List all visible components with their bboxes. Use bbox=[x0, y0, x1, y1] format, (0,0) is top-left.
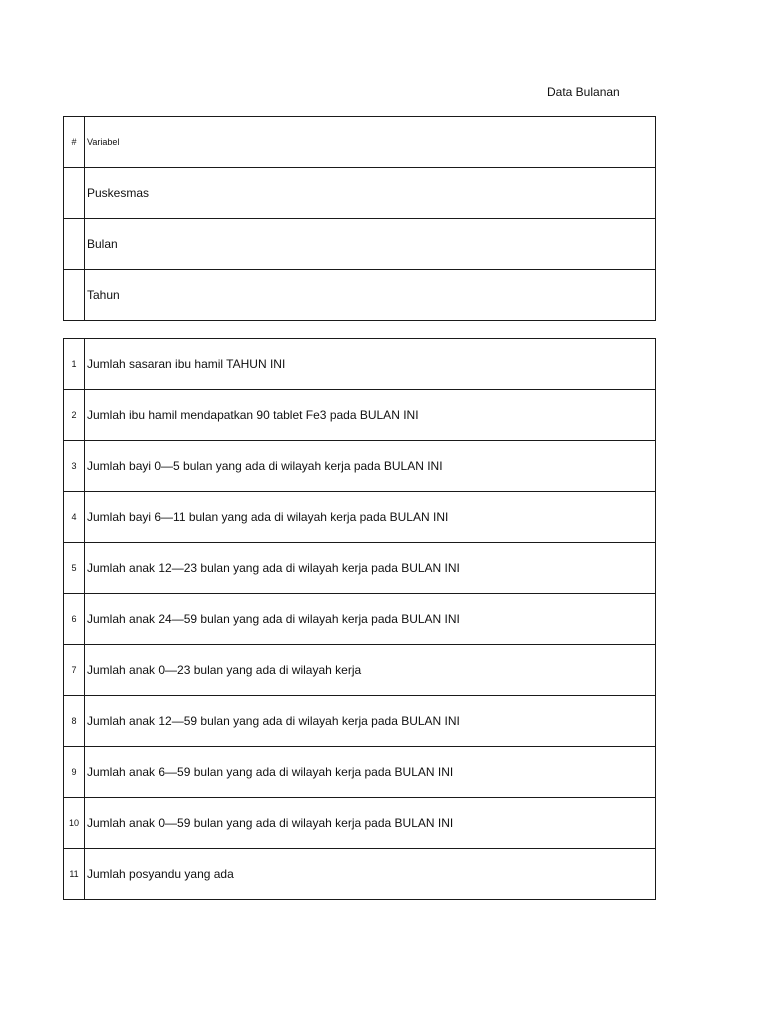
variable-label: Jumlah anak 24—59 bulan yang ada di wilayah kerja pada BULAN INI bbox=[85, 594, 656, 645]
table-row bbox=[64, 390, 656, 441]
variable-label: Jumlah anak 0—59 bulan yang ada di wilayah kerja pada BULAN INI bbox=[85, 798, 656, 849]
row-number: 6 bbox=[64, 594, 85, 645]
table-row bbox=[64, 594, 656, 645]
row-number: 9 bbox=[64, 747, 85, 798]
row-number: 3 bbox=[64, 441, 85, 492]
table-row bbox=[64, 270, 656, 321]
row-number bbox=[64, 219, 85, 270]
row-number: 7 bbox=[64, 645, 85, 696]
table-row bbox=[64, 645, 656, 696]
variable-label: Jumlah anak 6—59 bulan yang ada di wilayah kerja pada BULAN INI bbox=[85, 747, 656, 798]
field-label-tahun: Tahun bbox=[85, 270, 656, 321]
table-row bbox=[64, 219, 656, 270]
variable-label: Jumlah bayi 0—5 bulan yang ada di wilayah kerja pada BULAN INI bbox=[85, 441, 656, 492]
row-number: 4 bbox=[64, 492, 85, 543]
variable-label: Jumlah anak 12—59 bulan yang ada di wilayah kerja pada BULAN INI bbox=[85, 696, 656, 747]
table-row bbox=[64, 168, 656, 219]
header-table bbox=[63, 116, 656, 321]
row-number: 11 bbox=[64, 849, 85, 900]
row-number: 1 bbox=[64, 339, 85, 390]
row-number: 2 bbox=[64, 390, 85, 441]
field-label-puskesmas: Puskesmas bbox=[85, 168, 656, 219]
variable-label: Jumlah anak 12—23 bulan yang ada di wilayah kerja pada BULAN INI bbox=[85, 543, 656, 594]
table-row bbox=[64, 696, 656, 747]
row-number: 5 bbox=[64, 543, 85, 594]
table-row bbox=[64, 543, 656, 594]
row-number: # bbox=[64, 117, 85, 168]
row-number: 8 bbox=[64, 696, 85, 747]
row-number bbox=[64, 168, 85, 219]
row-number bbox=[64, 270, 85, 321]
variable-label: Jumlah posyandu yang ada bbox=[85, 849, 656, 900]
variable-label: Jumlah ibu hamil mendapatkan 90 tablet Fe3 pada BULAN INI bbox=[85, 390, 656, 441]
variables-table bbox=[63, 338, 656, 900]
table-row bbox=[64, 339, 656, 390]
variable-label: Jumlah sasaran ibu hamil TAHUN INI bbox=[85, 339, 656, 390]
table-row bbox=[64, 117, 656, 168]
page-title: Data Bulanan bbox=[547, 85, 620, 99]
variable-label: Jumlah bayi 6—11 bulan yang ada di wilayah kerja pada BULAN INI bbox=[85, 492, 656, 543]
table-row bbox=[64, 798, 656, 849]
variable-label: Jumlah anak 0—23 bulan yang ada di wilayah kerja bbox=[85, 645, 656, 696]
table-row bbox=[64, 441, 656, 492]
table-row bbox=[64, 849, 656, 900]
table-row bbox=[64, 747, 656, 798]
table-row bbox=[64, 492, 656, 543]
row-number: 10 bbox=[64, 798, 85, 849]
column-header-variabel: Variabel bbox=[85, 117, 656, 168]
field-label-bulan: Bulan bbox=[85, 219, 656, 270]
